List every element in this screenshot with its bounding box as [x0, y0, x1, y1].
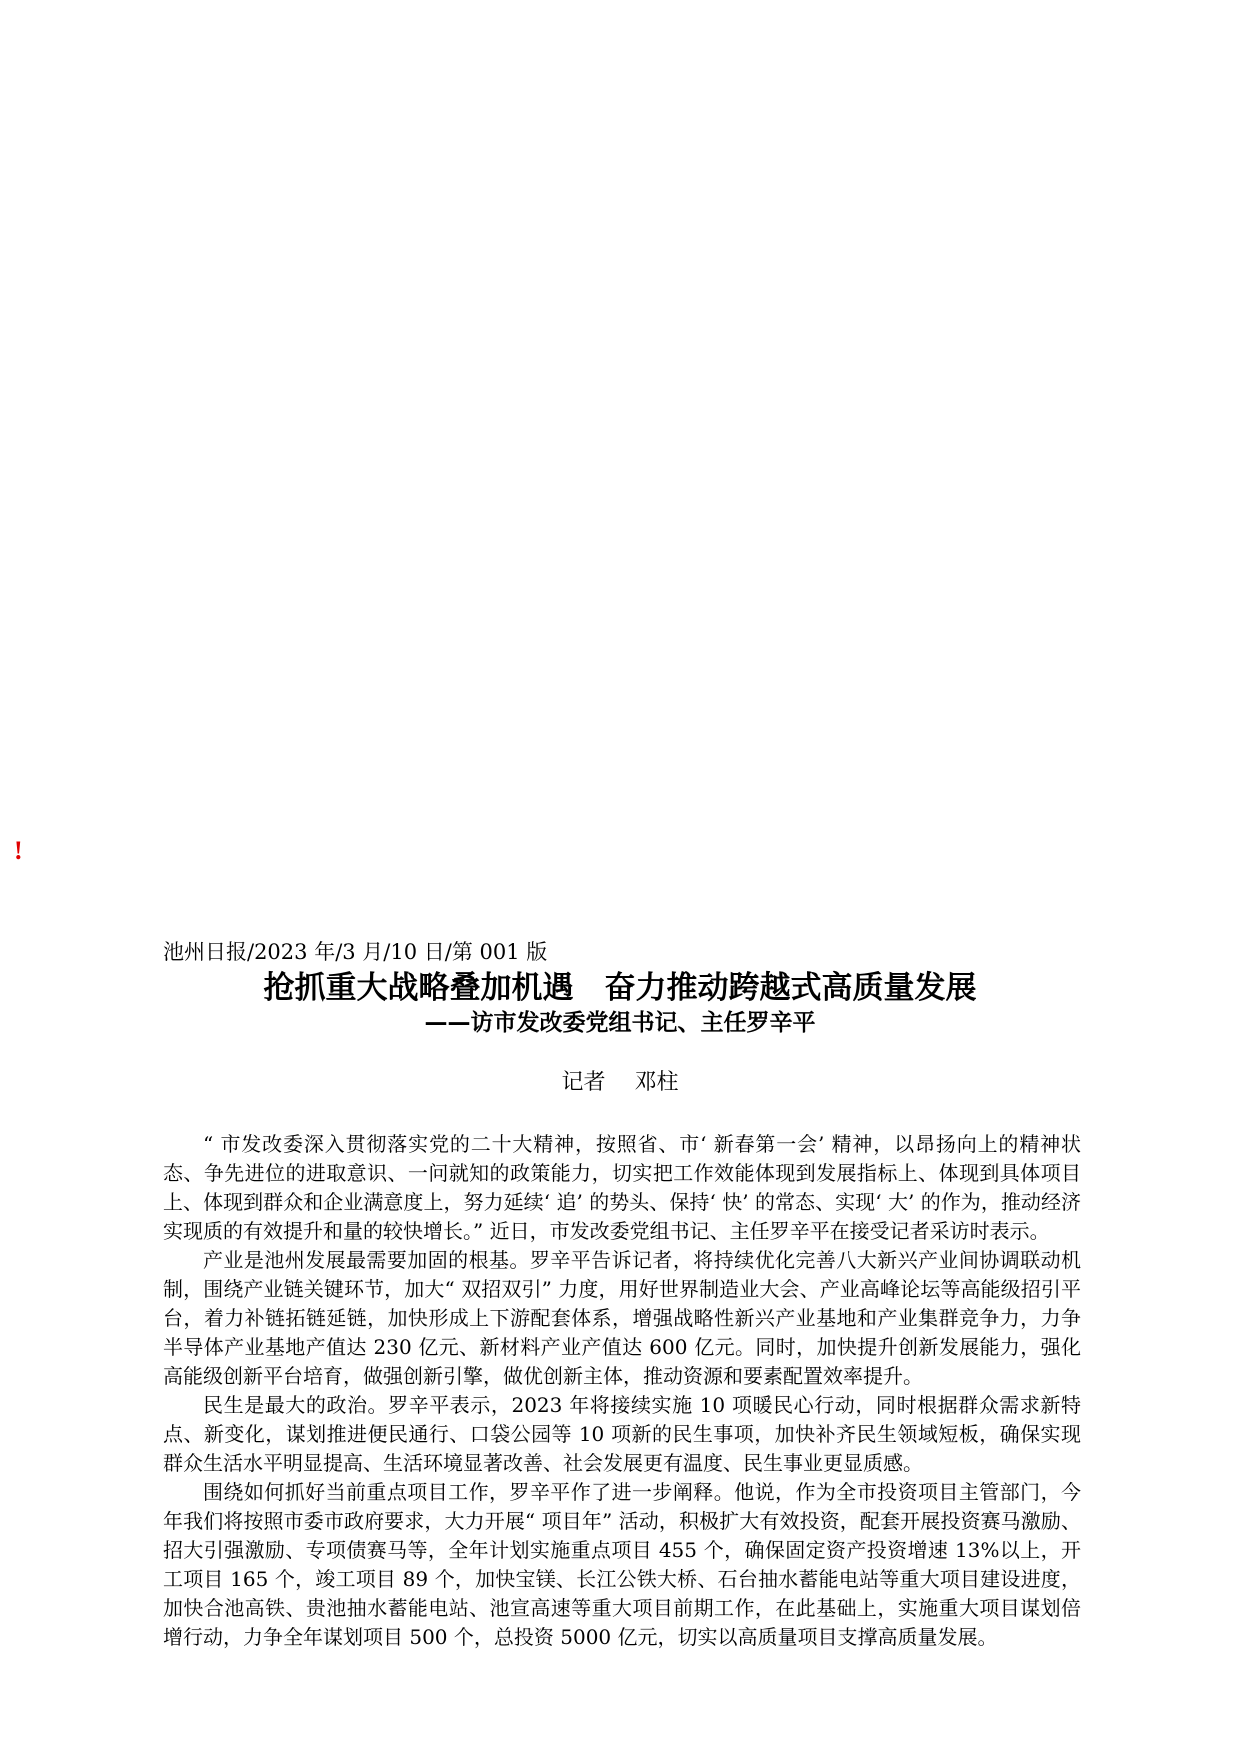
- article-paragraph: 民生是最大的政治。罗辛平表示，2023 年将接续实施 10 项暖民心行动，同时根据群众需求新特点、新变化，谋划推进便民通行、口袋公园等 10 项新的民生事项，加快补齐民生领域短板，确保实现群众生活水平明显提高、生活环境显著改善、社会发展更有温度、民生事业更显质感。: [163, 1393, 1081, 1475]
- article-paragraph: “ 市发改委深入贯彻落实党的二十大精神，按照省、市‘ 新春第一会’ 精神，以昂扬向上的精神状态、争先进位的进取意识、一问就知的政策能力，切实把工作效能体现到发展指标上、体现到具体项目上、体现到群众和企业满意度上，努力延续‘ 追’ 的势头、保持‘ 快’ 的常态、实现‘ 大’ 的作为，推动经济实现质的有效提升和量的较快增长。” 近日，市发改委党组书记、主任罗辛平在接受记者采访时表示。: [163, 1132, 1081, 1243]
- article-paragraph: 产业是池州发展最需要加固的根基。罗辛平告诉记者，将持续优化完善八大新兴产业间协调联动机制，围绕产业链关键环节，加大“ 双招双引” 力度，用好世界制造业大会、产业高峰论坛等高能级招引平台，着力补链拓链延链，加快形成上下游配套体系，增强战略性新兴产业基地和产业集群竞争力，力争半导体产业基地产值达 230 亿元、新材料产业产值达 600 亿元。同时，加快提升创新发展能力，强化高能级创新平台培育，做强创新引擎，做优创新主体，推动资源和要素配置效率提升。: [163, 1248, 1081, 1388]
- byline: 记者 邓柱: [561, 1070, 679, 1095]
- article-subheadline: ——访市发改委党组书记、主任罗辛平: [424, 1010, 816, 1036]
- alert-marker: !: [14, 836, 23, 865]
- article-body: [163, 1130, 1081, 1652]
- source-line: 池州日报/2023 年/3 月/10 日/第 001 版: [163, 940, 548, 964]
- article-headline: 抢抓重大战略叠加机遇 奋力推动跨越式高质量发展: [263, 970, 977, 1006]
- article-paragraph: 围绕如何抓好当前重点项目工作，罗辛平作了进一步阐释。他说，作为全市投资项目主管部门，今年我们将按照市委市政府要求，大力开展“ 项目年” 活动，积极扩大有效投资，配套开展投资赛马激励、招大引强激励、专项债赛马等，全年计划实施重点项目 455 个，确保固定资产投资增速 13%以上，开工项目 165 个，竣工项目 89 个，加快宝镁、长江公铁大桥、石台抽水蓄能电站等重大项目建设进度，加快合池高铁、贵池抽水蓄能电站、池宣高速等重大项目前期工作，在此基础上，实施重大项目谋划倍增行动，力争全年谋划项目 500 个，总投资 5000 亿元，切实以高质量项目支撑高质量发展。: [163, 1480, 1081, 1649]
